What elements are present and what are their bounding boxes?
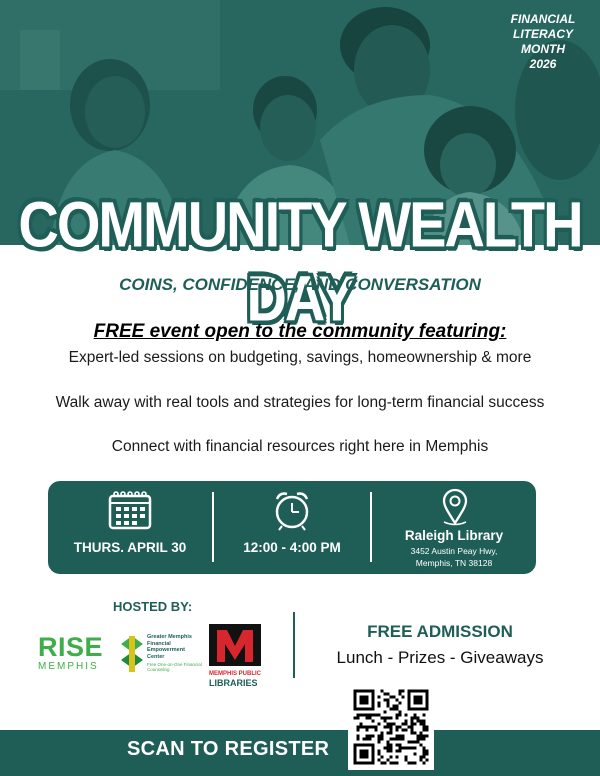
calendar-icon (108, 490, 152, 530)
location-name: Raleigh Library (404, 528, 504, 543)
location-pin-icon (440, 488, 470, 526)
feature-line-1: Expert-led sessions on budgeting, savings, homeownership & more (68, 349, 532, 366)
gmfec-logo: Greater Memphis Financial Empowerment Center Free One-on-One Financial Counseling (119, 634, 204, 676)
memphis-public-libraries-logo: MEMPHIS PUBLIC LIBRARIES (209, 624, 263, 686)
registration-qr-code[interactable] (348, 684, 434, 770)
hosts-divider (293, 612, 295, 678)
address-line-2: Memphis, TN 38128 (415, 558, 493, 568)
gmfec-mark-icon (119, 634, 145, 674)
event-title: COMMUNITY WEALTH DAY (18, 188, 582, 335)
location-cell (372, 481, 536, 574)
feature-line-3: Connect with financial resources right here in Memphis (111, 438, 489, 455)
address-line-1: 3452 Austin Peay Hwy, (410, 546, 498, 556)
event-time: 12:00 - 4:00 PM (243, 540, 341, 555)
financial-literacy-month-badge: FINANCIAL LITERACY MONTH 2026 (510, 12, 576, 71)
event-date: THURS. APRIL 30 (73, 540, 187, 555)
scan-to-register-label: SCAN TO REGISTER (127, 738, 330, 760)
rise-memphis-logo: RISE MEMPHIS (38, 632, 104, 672)
free-admission-title: FREE ADMISSION (367, 622, 513, 641)
date-cell (48, 481, 212, 574)
admission-perks: Lunch - Prizes - Giveaways (336, 648, 544, 667)
alarm-clock-icon (272, 489, 312, 531)
features-heading: FREE event open to the community featuring: (93, 321, 507, 342)
mpl-m-mark-icon (209, 624, 261, 666)
event-subtitle: COINS, CONFIDENCE, AND CONVERSATION (119, 275, 481, 294)
qr-code-icon (348, 684, 434, 770)
event-info-bar (48, 481, 536, 574)
time-cell (214, 481, 370, 574)
feature-line-2: Walk away with real tools and strategies for long-term financial success (55, 394, 545, 411)
hosted-by-heading: HOSTED BY: (113, 599, 193, 614)
